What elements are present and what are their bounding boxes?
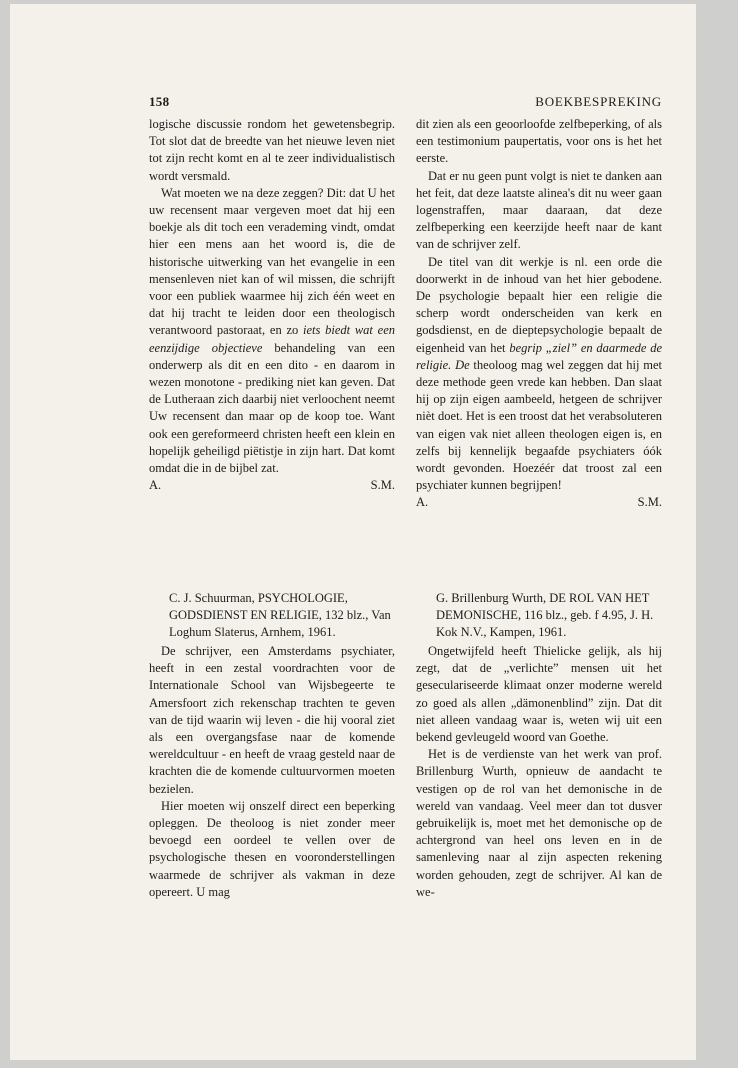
review-signature: A. S.M. xyxy=(149,478,395,493)
paragraph: De titel van dit werkje is nl. een orde die doorwerkt in de inhoud van het hier gebodene. De psychologie bepaalt hier een religie die scherp wordt onderscheiden van kerk en godsdienst, en de dieptepsychologie bepaalt de eigenheid van het begrip „ziel” en daarmede de religie. De theoloog mag wel zeggen dat hij met deze methode geen vrede kan hebben. Dan slaat hij op zijn eigen aambeeld, hetgeen de schrijver nièt doet. Het is een troost dat het verabsoluteren van eigen vak niet alleen theologen eigen is, en zelfs bij kennelijk begaafde psychiaters óók wordt gevonden. Hoezéér dat troost zal een psychiater kunnen begrijpen! xyxy=(416,254,663,493)
paragraph: dit zien als een geoorloofde zelfbeperking, of als een testimonium paupertatis, voor ons is het het eerste. xyxy=(416,117,662,166)
paragraph: logische discussie rondom het gewetensbegrip. Tot slot dat de breedte van het nieuwe leven niet tot zijn recht komt en al te zeer individualistisch wordt versmald. xyxy=(149,117,395,183)
paragraph: De schrijver, een Amsterdams psychiater, heeft in een zestal voordrachten voor de Internationale School van Wijsbegeerte te Amersfoort zich rekenschap trachten te geven van de tijd waarin wij leven - die hij vooral ziet als een overgangsfase naar de komende wereldcultuur - en heeft de vraag gesteld naar de krachten die de komende cultuurvormen moeten bezielen. xyxy=(149,644,395,796)
paragraph: Ongetwijfeld heeft Thielicke gelijk, als hij zegt, dat de „verlichte” mensen uit het geseculariseerde klimaat onzer moderne wereld zo goed als allen „dämonenblind” zijn. Dat dit niet alleen vandaag waar is, weten wij uit een bekend gevleugeld woord van Goethe. xyxy=(416,644,662,745)
paragraph: Het is de verdienste van het werk van prof. Brillenburg Wurth, opnieuw de aandacht te vestigen op de rol van het demonische in de wereld van vandaag. Veel meer dan tot dusver gebruikelijk is, moet met het demonische op de achtergrond van heel ons leven en in de samenleving naar al zijn aspecten rekening worden gehouden, zegt de schrijver. Al kan de we- xyxy=(416,747,662,899)
bottom-right-column xyxy=(416,590,662,901)
italic-phrase: iets biedt wat een eenzijdige objectieve xyxy=(149,323,395,355)
top-left-column xyxy=(149,116,395,494)
book-page xyxy=(10,4,696,1060)
page-number: 158 xyxy=(149,94,170,109)
top-right-column xyxy=(416,116,662,511)
book-citation: G. Brillenburg Wurth, DE ROL VAN HET DEMONISCHE, 116 blz., geb. f 4.95, J. H. Kok N.V., Kampen, 1961. xyxy=(436,591,654,639)
paragraph: Hier moeten wij onszelf direct een beperking opleggen. De theoloog is niet zonder meer bevoegd een oordeel te vellen over de psychologische thesen en vooronderstellingen waarmede de schrijver als vakman in deze opereert. U mag xyxy=(149,798,395,899)
running-title: BOEKBESPREKING xyxy=(535,94,662,109)
bottom-left-column xyxy=(149,590,395,901)
paragraph: Wat moeten we na deze zeggen? Dit: dat U het uw recensent maar vergeven moet dat hij een boekje als dit toch een verademing vindt, omdat hier een mens aan het woord is, die de historische uitwerking van het evangelie in een mensenleven niet kan of wil missen, die schrijft voor een publiek waarmee hij zich één weet en dat hij tracht te leiden door een theologisch verantwoord pastoraat, en zo iets biedt wat een eenzijdige objectieve behandeling van een onderwerp als dit en een dito - en daarom in wezen monotone - prediking niet kan geven. Dat de Lutheraan zich daarbij niet verloochent neemt Uw recensent dan maar op de koop toe. Want ook een gereformeerd christen heeft een klein en hopelijk geheiligd piëtistje in zijn hart. Dat komt omdat die in de bijbel zat. xyxy=(149,185,396,476)
review-signature: A. S.M. xyxy=(416,495,662,510)
paragraph: Dat er nu geen punt volgt is niet te danken aan het feit, dat deze laatste alinea's dit nu weer gaan logenstraffen, maar daaraan, dat deze zelfbeperking een keerzijde heeft naar de kant van de schrijver zelf. xyxy=(416,168,662,252)
book-citation: C. J. Schuurman, PSYCHOLOGIE, GODSDIENST EN RELIGIE, 132 blz., Van Loghum Slaterus, Arnhem, 1961. xyxy=(169,591,391,639)
italic-phrase: begrip „ziel” en daarmede de religie. De xyxy=(416,340,663,372)
